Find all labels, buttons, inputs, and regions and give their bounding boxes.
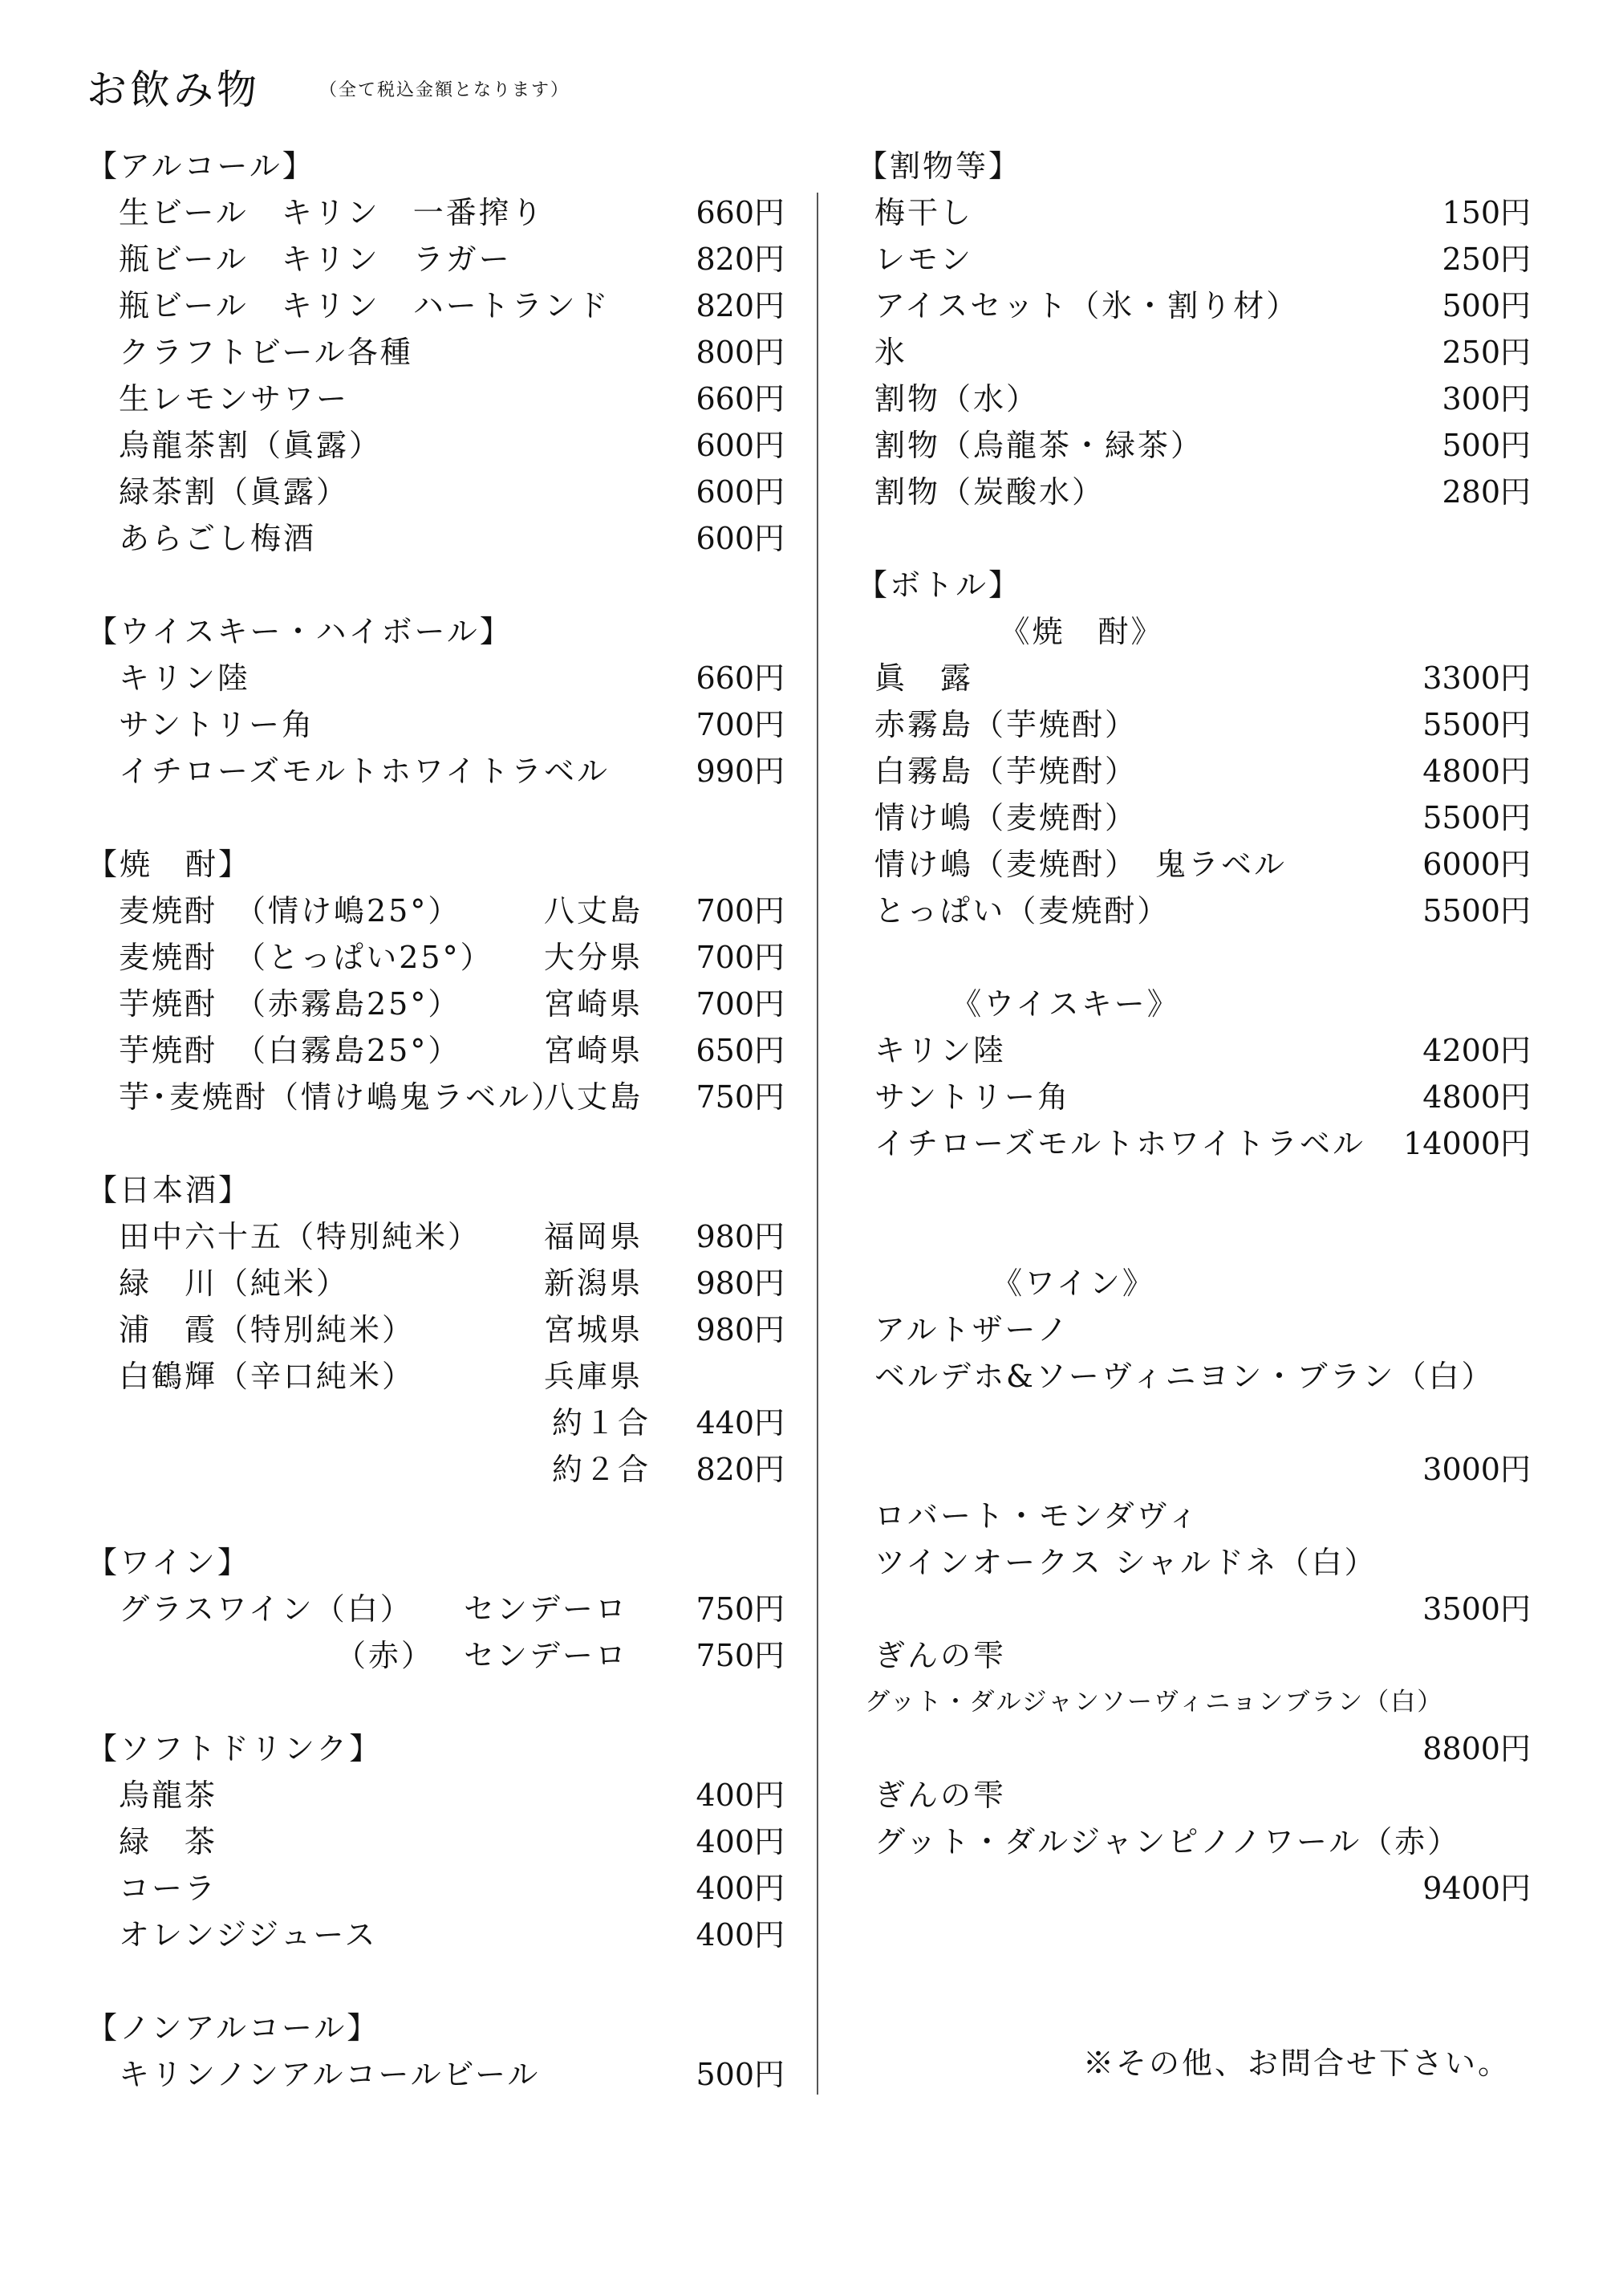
menu-item (857, 1120, 1531, 1167)
right-column (857, 143, 1531, 1912)
item-name: イチローズモルトホワイトラベル (874, 1126, 1365, 1161)
subheading-whisky: 《ウイスキー》 (951, 986, 1180, 1022)
menu-item (87, 1772, 785, 1819)
item-price: 990円 (696, 754, 785, 789)
item-name: 瓶ビール キリン ラガー (119, 242, 512, 277)
item-price: 300円 (1442, 381, 1531, 417)
item-name: あらごし梅酒 (119, 521, 317, 556)
item-price: 4800円 (1422, 754, 1531, 789)
wine-producer (857, 1306, 1531, 1353)
item-price: 500円 (696, 2057, 785, 2092)
section-heading-soft-drinks: 【ソフトドリンク】 (87, 1731, 383, 1766)
item-name: レモン (874, 242, 974, 277)
left-column (87, 143, 785, 2098)
item-price: 700円 (696, 893, 785, 929)
item-region: センデーロ (464, 1638, 629, 1673)
item-name: ベルデホ&ソーヴィニヨン・ブラン（白） (874, 1359, 1495, 1394)
item-region: 八丈島 (544, 1079, 643, 1115)
item-price: 750円 (696, 1638, 785, 1673)
item-price: 280円 (1442, 474, 1531, 510)
item-price: 800円 (696, 335, 785, 370)
menu-item (87, 1586, 785, 1632)
subheading-shochu: 《焼 酎》 (999, 614, 1164, 649)
item-price: 5500円 (1422, 707, 1531, 742)
item-name: キリンノンアルコールビール (119, 2057, 541, 2092)
item-price: 600円 (696, 428, 785, 463)
section-heading-whisky: 【ウイスキー・ハイボール】 (87, 614, 513, 649)
menu-item (857, 1074, 1531, 1120)
menu-item (87, 1260, 785, 1306)
item-name: 田中六十五（特別純米） (119, 1219, 481, 1254)
item-name: とっぱい（麦焼酎） (874, 893, 1171, 929)
column-divider (817, 193, 818, 2095)
item-name: （赤） (335, 1638, 435, 1673)
item-name: ぎんの雫 (874, 1778, 1007, 1813)
item-price: 400円 (696, 1871, 785, 1906)
menu-item (857, 1027, 1531, 1074)
item-price: 980円 (696, 1312, 785, 1347)
wine-producer (857, 1632, 1531, 1679)
item-name: 眞 露 (874, 660, 974, 696)
menu-item (87, 1353, 785, 1400)
item-price: 3000円 (1422, 1452, 1531, 1487)
item-price: 600円 (696, 521, 785, 556)
item-name: サントリー角 (119, 707, 315, 742)
item-name: 烏龍茶割（眞露） (119, 428, 383, 463)
item-name: 緑 川（純米） (119, 1266, 350, 1301)
item-price: 820円 (696, 242, 785, 277)
item-price: 660円 (696, 195, 785, 230)
item-price: 650円 (696, 1033, 785, 1068)
item-price: 660円 (696, 660, 785, 696)
menu-item (857, 189, 1531, 236)
menu-item (87, 655, 785, 701)
item-name: サントリー角 (874, 1079, 1071, 1115)
item-price: 400円 (696, 1778, 785, 1813)
quantity-label: 約２合 (552, 1452, 651, 1487)
item-name: 割物（烏龍茶・緑茶） (874, 428, 1204, 463)
menu-item (87, 236, 785, 282)
menu-item (87, 1213, 785, 1260)
item-region: 宮崎県 (544, 1033, 643, 1068)
item-price: 980円 (696, 1219, 785, 1254)
item-name: アイスセット（氷・割り材） (874, 288, 1300, 323)
wine-producer (857, 1493, 1531, 1539)
menu-item (857, 655, 1531, 701)
item-price: 4800円 (1422, 1079, 1531, 1115)
menu-item (857, 236, 1531, 282)
section-heading-non-alcohol: 【ノンアルコール】 (87, 2010, 380, 2046)
item-price: 4200円 (1422, 1033, 1531, 1068)
item-price: 750円 (696, 1591, 785, 1627)
menu-item (87, 1027, 785, 1074)
item-name: キリン陸 (119, 660, 251, 696)
menu-item (87, 189, 785, 236)
item-name: 白霧島（芋焼酎） (874, 754, 1138, 789)
item-name: 梅干し (874, 195, 974, 230)
item-price: 5500円 (1422, 893, 1531, 929)
item-name: グラスワイン（白） (119, 1591, 413, 1627)
item-name: 烏龍茶 (119, 1778, 218, 1813)
menu-item (87, 888, 785, 934)
item-region: 兵庫県 (544, 1359, 643, 1394)
item-price: 750円 (696, 1079, 785, 1115)
item-name: 生レモンサワー (119, 381, 350, 417)
menu-item (857, 701, 1531, 748)
wine-price (857, 1586, 1531, 1632)
menu-item (857, 469, 1531, 515)
item-price: 6000円 (1422, 847, 1531, 882)
item-price: 820円 (696, 1452, 785, 1487)
section-heading-shochu: 【焼 酎】 (87, 847, 252, 882)
tax-note: （全て税込金額となります） (319, 80, 570, 100)
item-region: 宮崎県 (544, 986, 643, 1022)
menu-item (87, 376, 785, 422)
item-name: アルトザーノ (874, 1312, 1070, 1347)
item-name: 浦 霞（特別純米） (119, 1312, 416, 1347)
quantity-label: 約１合 (552, 1405, 651, 1441)
item-name: キリン陸 (874, 1033, 1007, 1068)
menu-item (87, 981, 785, 1027)
menu-item (87, 1306, 785, 1353)
item-price: 3500円 (1422, 1591, 1531, 1627)
wine-price (857, 1725, 1531, 1772)
menu-item-quantity (87, 1446, 785, 1493)
item-name: 芋･麦焼酎（情け嶋鬼ラベル） (119, 1079, 565, 1115)
menu-item (87, 469, 785, 515)
page-title: お飲み物 (87, 67, 260, 113)
item-name: ぎんの雫 (874, 1638, 1007, 1673)
item-name: 赤霧島（芋焼酎） (874, 707, 1138, 742)
item-price: 700円 (696, 707, 785, 742)
item-price: 250円 (1442, 335, 1531, 370)
item-name: ロバート・モンダヴィ (874, 1498, 1201, 1534)
item-name: 情け嶋（麦焼酎） 鬼ラベル (874, 847, 1288, 882)
item-name: 生ビール キリン 一番搾り (119, 195, 545, 230)
item-price: 440円 (696, 1405, 785, 1441)
menu-item-quantity (87, 1400, 785, 1446)
item-name: 芋焼酎 （白霧島25°） (119, 1033, 461, 1068)
item-name: 緑 茶 (119, 1824, 218, 1859)
section-heading-sake: 【日本酒】 (87, 1172, 252, 1208)
item-price: 150円 (1442, 195, 1531, 230)
item-name: 情け嶋（麦焼酎） (874, 800, 1138, 835)
item-region: 福岡県 (544, 1219, 643, 1254)
subheading-wine: 《ワイン》 (992, 1266, 1155, 1301)
item-name: オレンジジュース (119, 1917, 378, 1953)
footnote: ※その他、お問合せ下さい。 (1083, 2046, 1511, 2081)
section-heading-alcohol: 【アルコール】 (87, 148, 315, 184)
wine-variety (857, 1539, 1531, 1586)
wine-price (857, 1446, 1531, 1493)
item-name: クラフトビール各種 (119, 335, 413, 370)
menu-item (87, 422, 785, 469)
item-price: 3300円 (1422, 660, 1531, 696)
item-region: センデーロ (464, 1591, 629, 1627)
item-name: 緑茶割（眞露） (119, 474, 350, 510)
menu-item (87, 2051, 785, 2098)
section-heading-bottle: 【ボトル】 (857, 567, 1022, 603)
item-name: ツインオークス シャルドネ（白） (874, 1545, 1378, 1580)
menu-item (857, 329, 1531, 376)
section-heading-wine: 【ワイン】 (87, 1545, 250, 1580)
menu-item (87, 934, 785, 981)
menu-item (87, 701, 785, 748)
section-heading-mixers: 【割物等】 (857, 148, 1022, 184)
item-price: 500円 (1442, 288, 1531, 323)
item-price: 700円 (696, 986, 785, 1022)
item-price: 400円 (696, 1824, 785, 1859)
item-region: 宮城県 (544, 1312, 643, 1347)
item-price: 8800円 (1422, 1731, 1531, 1766)
menu-item (87, 748, 785, 794)
item-name: イチローズモルトホワイトラベル (119, 754, 610, 789)
wine-producer (857, 1772, 1531, 1819)
item-region: 大分県 (544, 940, 643, 975)
item-price: 5500円 (1422, 800, 1531, 835)
menu-item (857, 748, 1531, 794)
item-price: 250円 (1442, 242, 1531, 277)
item-price: 980円 (696, 1266, 785, 1301)
item-name: 麦焼酎 （とっぱい25°） (119, 940, 493, 975)
item-name: 瓶ビール キリン ハートランド (119, 288, 611, 323)
menu-item (87, 1632, 785, 1679)
menu-item (857, 888, 1531, 934)
menu-item (87, 1865, 785, 1912)
item-price: 700円 (696, 940, 785, 975)
menu-item (857, 794, 1531, 841)
wine-variety (857, 1819, 1531, 1865)
item-price: 660円 (696, 381, 785, 417)
item-region: 八丈島 (544, 893, 643, 929)
menu-item (87, 329, 785, 376)
item-price: 600円 (696, 474, 785, 510)
wine-variety (857, 1353, 1531, 1400)
item-name: 白鶴輝（辛口純米） (119, 1359, 416, 1394)
item-price: 500円 (1442, 428, 1531, 463)
item-name: 割物（水） (874, 381, 1040, 417)
item-name: 割物（炭酸水） (874, 474, 1106, 510)
item-name: 芋焼酎 （赤霧島25°） (119, 986, 461, 1022)
menu-item (87, 1819, 785, 1865)
item-name: 氷 (874, 335, 908, 370)
menu-item (857, 841, 1531, 888)
item-region: 新潟県 (544, 1266, 643, 1301)
item-price: 820円 (696, 288, 785, 323)
item-name: グット・ダルジャンソーヴィニョンブラン（白） (865, 1688, 1444, 1717)
wine-variety (857, 1679, 1531, 1725)
menu-item (87, 515, 785, 562)
item-price: 14000円 (1403, 1126, 1531, 1161)
menu-item (87, 1912, 785, 1958)
item-name: グット・ダルジャンピノノワール（赤） (874, 1824, 1461, 1859)
item-name: コーラ (119, 1871, 218, 1906)
menu-item (87, 1074, 785, 1120)
item-price: 9400円 (1422, 1871, 1531, 1906)
menu-item (857, 376, 1531, 422)
menu-item (857, 282, 1531, 329)
item-name: 麦焼酎 （情け嶋25°） (119, 893, 461, 929)
item-price: 400円 (696, 1917, 785, 1953)
menu-item (87, 282, 785, 329)
menu-item (857, 422, 1531, 469)
wine-price (857, 1865, 1531, 1912)
